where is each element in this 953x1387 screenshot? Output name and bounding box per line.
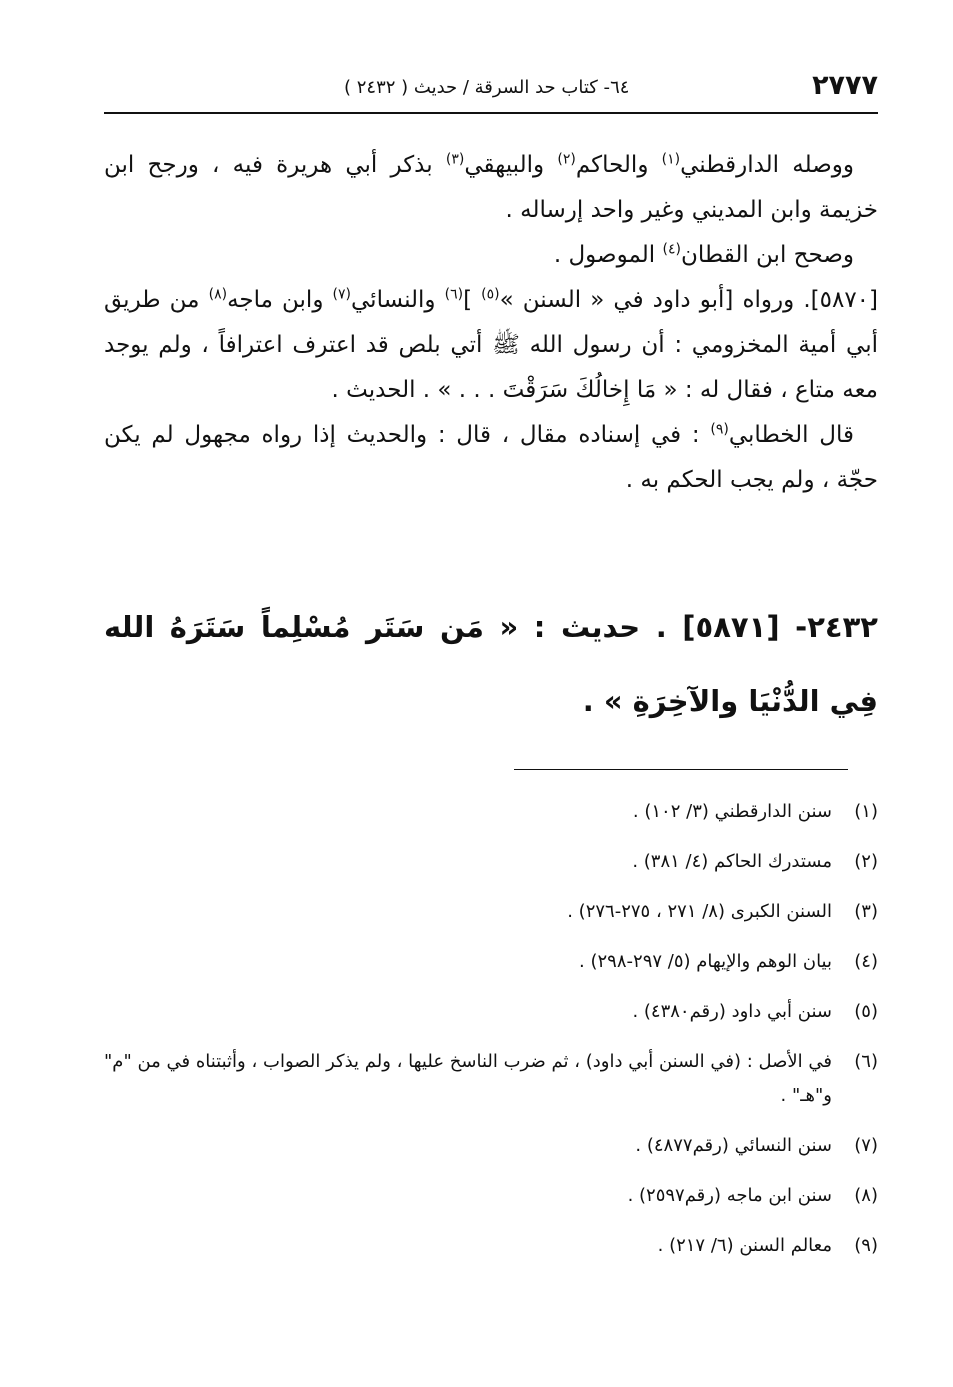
footnotes	[104, 795, 878, 1279]
footnote-text: مستدرك الحاكم (٤/ ٣٨١) .	[632, 851, 832, 872]
footnote-number: (٢)	[854, 851, 878, 872]
footnote-text: السنن الكبرى (٨/ ٢٧١ ، ٢٧٥-٢٧٦) .	[567, 901, 832, 922]
text-segment: الموصول .	[553, 242, 663, 268]
footnote-ref: (٨)	[208, 286, 228, 303]
footnote-number: (٦)	[854, 1051, 878, 1072]
footnote-4	[104, 945, 878, 979]
footnote-text: سنن أبي داود (رقم٤٣٨٠) .	[632, 1001, 832, 1022]
footnote-ref: (٥)	[481, 286, 500, 303]
footnote-2	[104, 845, 878, 879]
footnote-7	[104, 1129, 878, 1163]
main-text	[104, 143, 878, 503]
hadith-number: ٢٤٣٢-	[795, 610, 878, 644]
footnote-9	[104, 1229, 878, 1263]
footnote-ref: (٢)	[557, 151, 576, 168]
footnote-text: معالم السنن (٦/ ٢١٧) .	[657, 1235, 832, 1256]
footnote-text: سنن ابن ماجه (رقم٢٥٩٧) .	[627, 1185, 832, 1206]
text-segment: والنسائي	[351, 287, 445, 313]
running-title: ٦٤- كتاب حد السرقة / حديث ( ٢٤٣٢ )	[344, 77, 630, 98]
footnote-ref: (٤)	[662, 241, 681, 258]
footnote-8	[104, 1179, 878, 1213]
footnote-text: في الأصل : (في السنن أبي داود) ، ثم ضرب الناسخ عليها ، ولم يذكر الصواب ، وأثبتناه في من "م" و"هـ" .	[104, 1051, 832, 1106]
footnote-divider	[514, 769, 848, 770]
footnote-number: (٥)	[854, 1001, 878, 1022]
footnote-ref: (٩)	[710, 421, 729, 438]
text-segment: قال الخطابي	[728, 422, 855, 448]
footnote-ref: (٧)	[332, 286, 351, 303]
text-segment: وصحح ابن القطان	[680, 242, 854, 268]
text-segment: والحاكم	[575, 152, 662, 178]
footnote-3	[104, 895, 878, 929]
footnote-ref: (٣)	[445, 151, 465, 168]
text-segment: ]	[463, 287, 482, 313]
hadith-text: [٥٨٧١] . حديث : « مَن سَتَر مُسْلِماً سَتَرَهُ الله فِي الدُّنْيَا والآخِرَةِ » .	[104, 610, 878, 718]
paragraph-1	[104, 143, 878, 233]
text-segment: وابن ماجه	[227, 287, 333, 313]
footnote-number: (٩)	[854, 1235, 878, 1256]
text-segment: من طريق أبي أمية المخزومي : أن رسول الله ﷺ أتي بلص قد اعترف اعترافاً ، ولم يوجد معه متاع ، فقال له : « مَا إِخالُكَ سَرَقْتَ . . . » . الحديث .	[104, 287, 878, 403]
hadith-heading	[104, 590, 878, 738]
footnote-text: بيان الوهم والإيهام (٥/ ٢٩٧-٢٩٨) .	[579, 951, 832, 972]
footnote-ref: (٦)	[444, 286, 464, 303]
text-segment: : في إسناده مقال ، قال : والحديث إذا رواه مجهول لم يكن حجّة ، ولم يجب الحكم به .	[104, 422, 878, 493]
footnote-number: (٧)	[854, 1135, 878, 1156]
page-number: ٢٧٧٧	[812, 70, 878, 101]
footnote-text: سنن الدارقطني (٣/ ١٠٢) .	[632, 801, 832, 822]
text-segment: ووصله الدارقطني	[680, 152, 854, 178]
footnote-1	[104, 795, 878, 829]
footnote-number: (٤)	[854, 951, 878, 972]
footnote-number: (١)	[854, 801, 878, 822]
footnote-6	[104, 1045, 878, 1113]
text-segment: بذكر أبي هريرة فيه ، ورجح ابن خزيمة وابن المديني وغير واحد إرساله .	[104, 152, 878, 223]
footnote-5	[104, 995, 878, 1029]
footnote-text: سنن النسائي (رقم٤٨٧٧) .	[635, 1135, 832, 1156]
footnote-ref: (١)	[661, 151, 681, 168]
paragraph-4	[104, 413, 878, 503]
text-segment: والبيهقي	[464, 152, 558, 178]
page-header	[104, 66, 878, 114]
footnote-number: (٣)	[854, 901, 878, 922]
footnote-number: (٨)	[854, 1185, 878, 1206]
paragraph-3	[104, 278, 878, 413]
text-segment: [٥٨٧٠]. ورواه [أبو داود في « السنن »	[499, 287, 879, 313]
paragraph-2	[104, 233, 878, 278]
